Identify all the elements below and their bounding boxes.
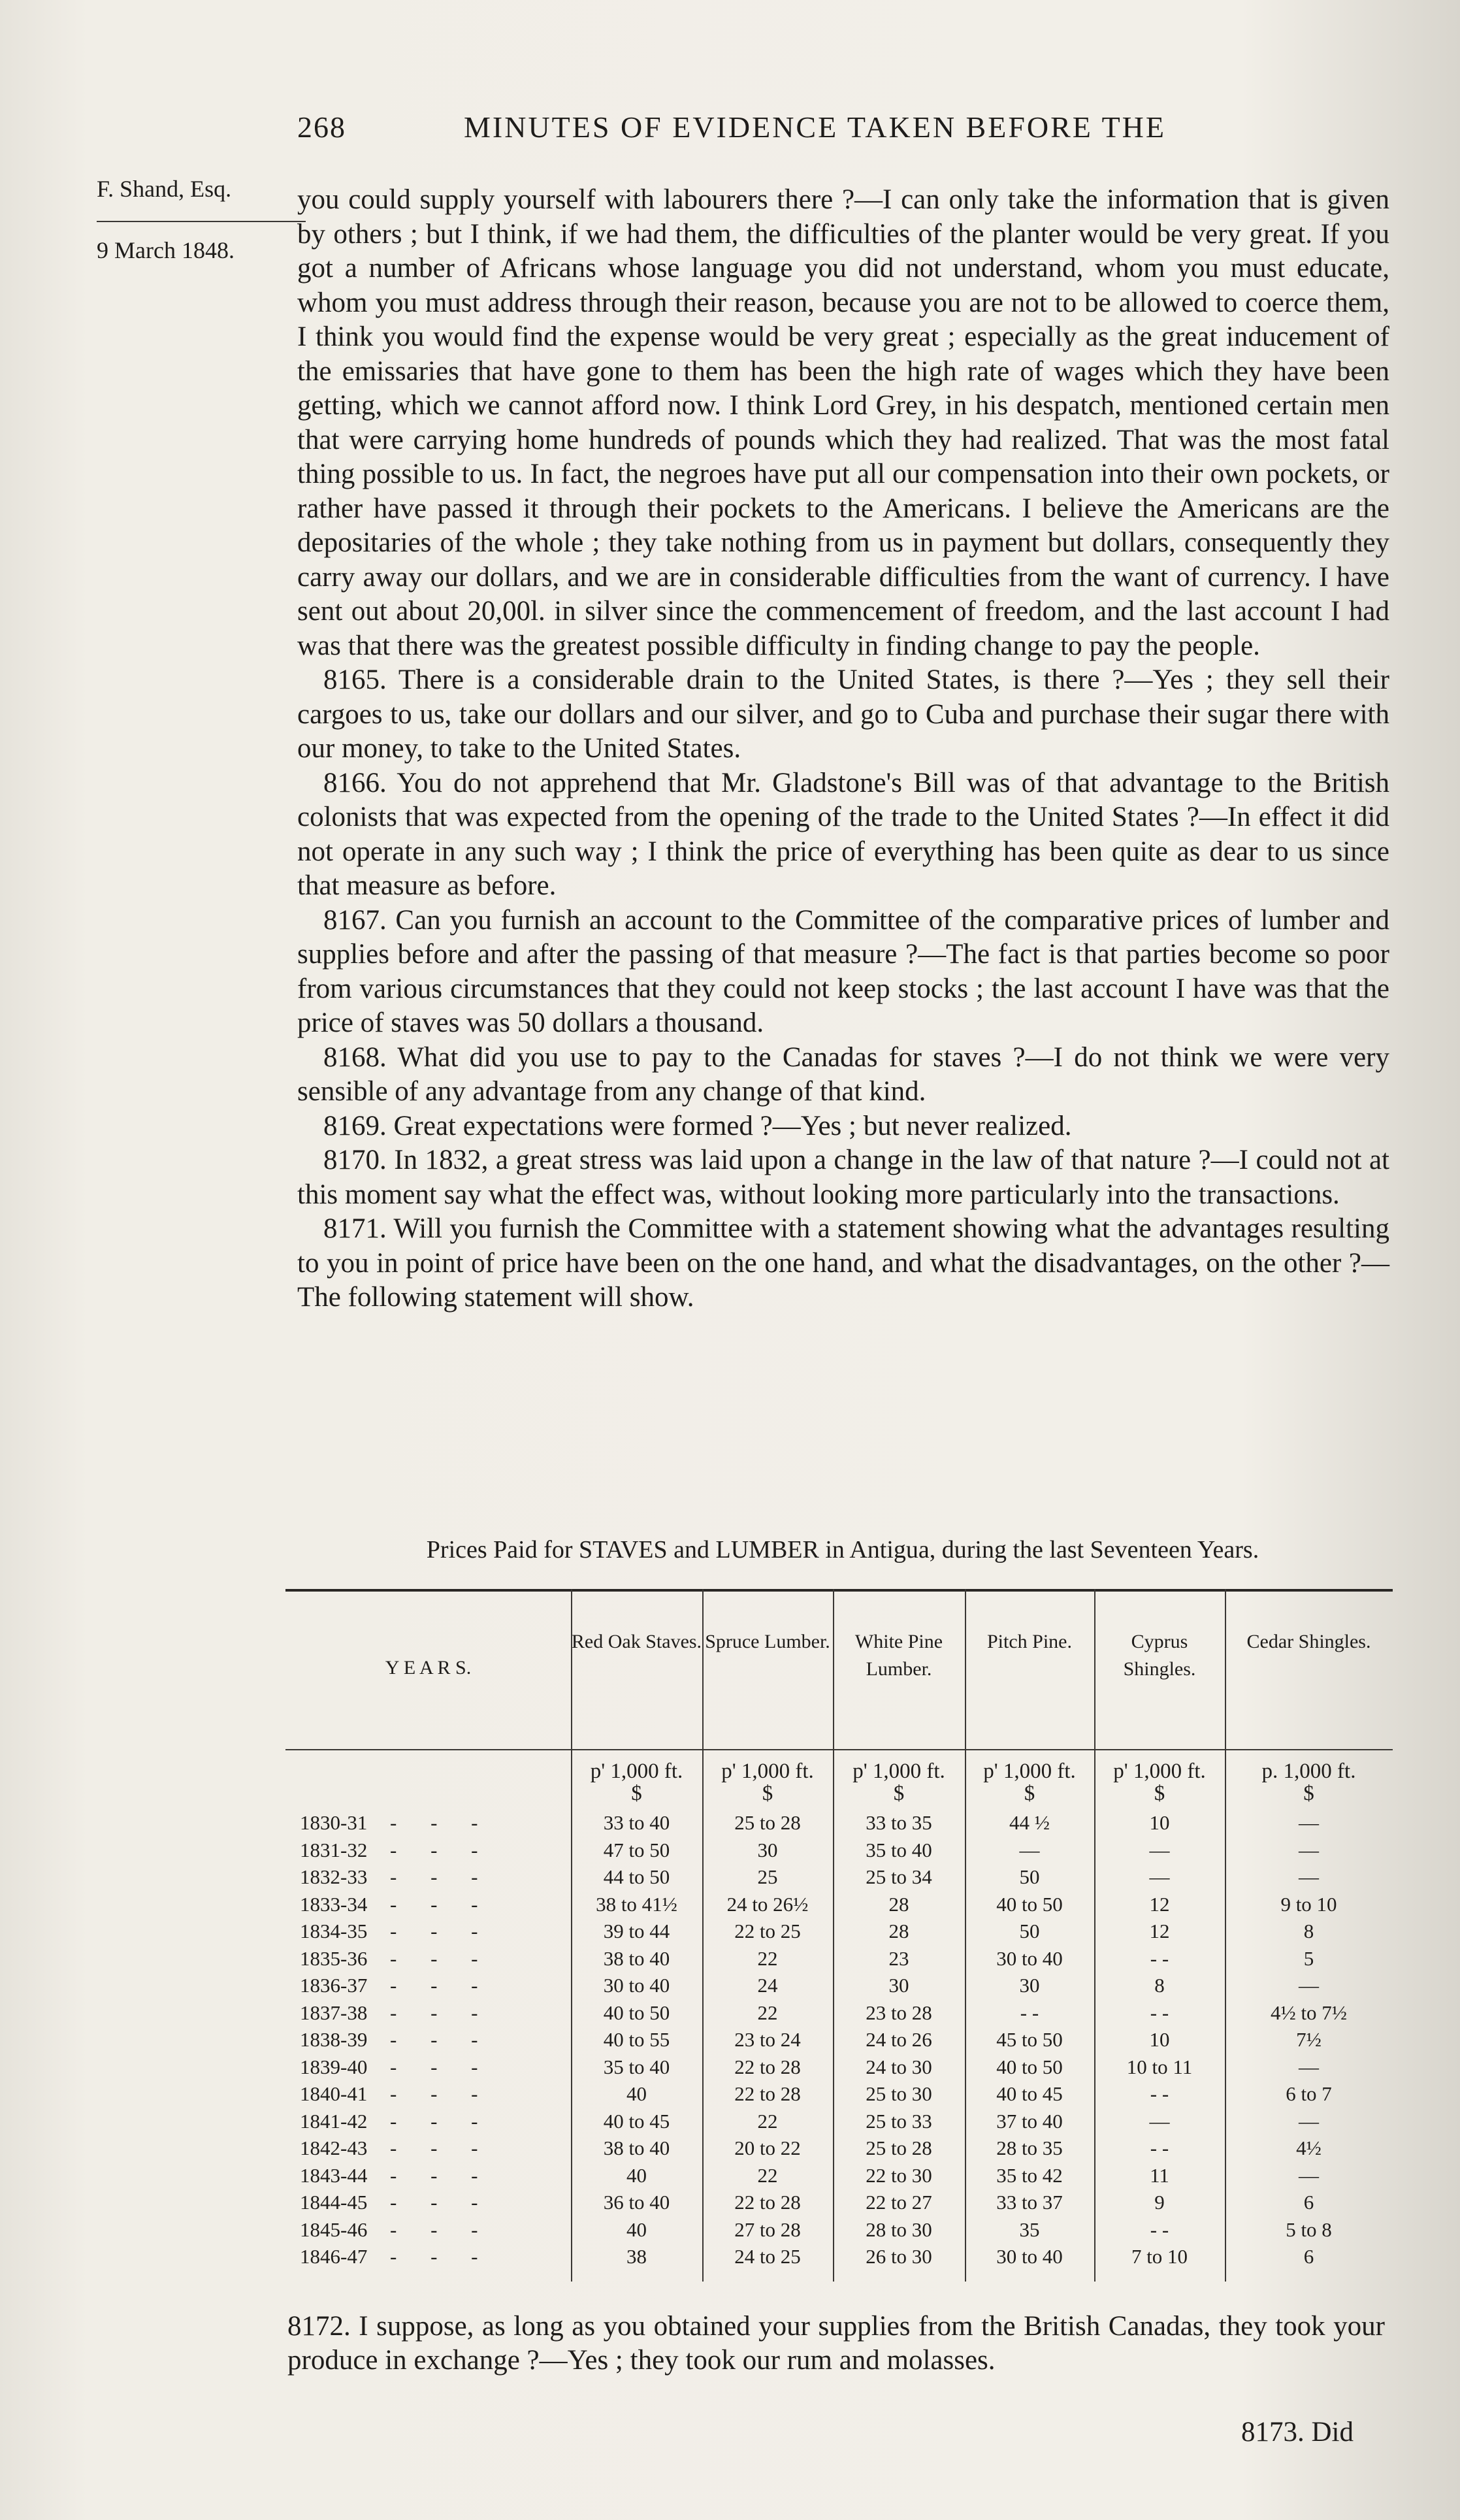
row-year: 1831-32 (300, 1838, 368, 1861)
table-cell: — (1299, 1838, 1319, 1861)
table-row (285, 1893, 1393, 1919)
table-cell: 35 (1019, 2217, 1040, 2241)
table-cell: 6 to 7 (1286, 2082, 1332, 2105)
table-cell: 33 to 35 (866, 1811, 932, 1834)
table-cell: 40 to 45 (603, 2109, 670, 2133)
margin-divider (97, 221, 306, 222)
table-cell: - - (1150, 2082, 1169, 2105)
table-cell: — (1149, 2109, 1170, 2133)
unit-label (1094, 1760, 1225, 1805)
table-cell: 23 (888, 1946, 909, 1970)
table-cell: 20 to 22 (734, 2136, 801, 2159)
table-cell: 40 to 55 (603, 2028, 670, 2051)
table-cell: 22 (757, 1946, 778, 1970)
table-caption: Prices Paid for STAVES and LUMBER in Antigua, during the last Seventeen Years. (426, 1536, 1259, 1563)
leader-dots: - - - (390, 2055, 493, 2078)
unit-text: p' 1,000 ft. (721, 1759, 814, 1783)
table-cell: 8 (1154, 1974, 1165, 1997)
row-year: 1833-34 (300, 1892, 368, 1916)
table-cell: 40 to 45 (996, 2082, 1063, 2105)
table-cell: 22 to 30 (866, 2163, 932, 2187)
table-cell: 22 to 28 (734, 2191, 801, 2214)
table-row (285, 1865, 1393, 1891)
catchword: 8173. Did (1241, 2417, 1354, 2447)
row-year: 1844-45 (300, 2191, 368, 2214)
table-cell: 40 (626, 2163, 647, 2187)
table-row (285, 2218, 1393, 2244)
row-year: 1835-36 (300, 1946, 368, 1970)
table-cell: 10 to 11 (1126, 2055, 1193, 2078)
table-cell: 10 (1149, 2028, 1170, 2051)
unit-label (965, 1760, 1094, 1805)
table-cell: 7½ (1296, 2028, 1322, 2051)
question-8170: 8170. In 1832, a great stress was laid upon a change in the law of that nature ?—I could not at this moment say what the effect was, without looking more particularly into the transactions. (297, 1145, 1389, 1210)
leader-dots: - - - (390, 2163, 493, 2187)
table-cell: 8 (1303, 1920, 1314, 1942)
leader-dots: - - - (390, 1865, 493, 1888)
question-8168: 8168. What did you use to pay to the Canadas for staves ?—I do not think we were very sensible of any advantage from any change of that kind. (297, 1041, 1389, 1107)
row-year: 1839-40 (300, 2055, 368, 2078)
table-row (285, 2082, 1393, 2108)
table-cell: 30 to 40 (996, 2245, 1063, 2268)
table-row (285, 2001, 1393, 2027)
table-cell: 22 to 28 (734, 2055, 801, 2078)
table-row (285, 2028, 1393, 2054)
table-cell: 45 to 50 (996, 2028, 1063, 2051)
table-cell: 23 to 24 (734, 2028, 801, 2051)
table-cell: 4½ (1296, 2136, 1322, 2159)
table-cell: 25 to 33 (866, 2109, 932, 2133)
table-cell: 37 to 40 (996, 2109, 1063, 2133)
paragraph: you could supply yourself with labourers there ?—I can only take the information that is given by others ; but I think, if we had them, the difficulties of the planter would be very great. If you got a number of Africans whose language you did not understand, whom you must educate, whom you must address through their reason, because you are not to be allowed to coerce them, I think you would find the expense would be very great ; especially as the great inducement of the emissaries that have gone to them has been the high rate of wages which they have been getting, which we cannot afford now. I think Lord Grey, in his despatch, mentioned certain men that were carrying home hundreds of pounds which they had realized. That was the most fatal thing possible to us. In fact, the negroes have put all our compensation into their own pockets, or rather have passed it through their pockets to the Americans. I believe the Americans are the depositaries of the whole ; they take nothing from us in payment but dollars, consequently they carry away our dollars, and we are in considerable difficulties from the want of currency. I have sent out about 20,00l. in silver since the commencement of freedom, and the last account I had was that there was the greatest possible difficulty in finding change to pay the people. (297, 184, 1389, 661)
table-cell: — (1299, 2163, 1319, 2187)
unit-text: p' 1,000 ft. (590, 1759, 683, 1783)
table-cell: 24 to 25 (734, 2245, 801, 2268)
table-cell: 22 to 28 (734, 2082, 801, 2105)
table-cell: 22 to 25 (734, 1920, 801, 1942)
table-cell: — (1149, 1838, 1170, 1861)
table-cell: 47 to 50 (603, 1838, 670, 1861)
table-cell: 40 to 50 (603, 2001, 670, 2024)
table-cell: — (1299, 1974, 1319, 1997)
leader-dots: - - - (390, 2136, 493, 2159)
table-cell: — (1299, 2109, 1319, 2133)
table-cell: 35 to 40 (866, 1838, 932, 1861)
table-cell: 38 to 41½ (596, 1892, 677, 1916)
leader-dots: - - - (390, 1892, 493, 1916)
unit-label (1225, 1760, 1393, 1805)
unit-label (571, 1760, 702, 1805)
column-header: Spruce Lumber. (705, 1631, 830, 1652)
table-row (285, 1974, 1393, 2000)
row-year: 1836-37 (300, 1974, 368, 1997)
table-row (285, 2164, 1393, 2190)
table-cell: 6 (1303, 2191, 1314, 2214)
table-cell: 24 to 26½ (726, 1892, 809, 1916)
table-cell: - - (1150, 1946, 1169, 1970)
table-cell: 5 to 8 (1286, 2217, 1332, 2241)
running-title: MINUTES OF EVIDENCE TAKEN BEFORE THE (464, 110, 1166, 144)
question-8167: 8167. Can you furnish an account to the Committee of the comparative prices of lumber and supplies before and after the passing of that measure ?—The fact is that parties become so poor from various circumstances that they could not keep stocks ; the last account I have was that the price of staves was 50 dollars a thousand. (297, 904, 1389, 1038)
currency-symbol: $ (631, 1782, 642, 1805)
row-year: 1845-46 (300, 2217, 368, 2241)
leader-dots: - - - (390, 2001, 493, 2024)
table-cell: 44 ½ (1009, 1811, 1050, 1834)
row-year: 1840-41 (300, 2082, 368, 2105)
table-cell: - - (1150, 2136, 1169, 2159)
table-row (285, 1811, 1393, 1837)
table-cell: — (1149, 1865, 1170, 1888)
leader-dots: - - - (390, 1838, 493, 1861)
table-cell: 30 (757, 1838, 778, 1861)
question-8169: 8169. Great expectations were formed ?—Yes ; but never realized. (323, 1110, 1072, 1141)
table-cell: 22 (757, 2163, 778, 2187)
leader-dots: - - - (390, 2245, 493, 2268)
table-cell: 28 to 30 (866, 2217, 932, 2241)
table-cell: 6 (1303, 2245, 1314, 2268)
table-cell: — (1299, 1811, 1319, 1834)
leader-dots: - - - (390, 2109, 493, 2133)
table-row (285, 2191, 1393, 2217)
currency-symbol: $ (1154, 1782, 1165, 1805)
table-cell: - - (1150, 2001, 1169, 2024)
table-cell: 50 (1019, 1865, 1040, 1888)
table-cell: 35 to 40 (603, 2055, 670, 2078)
table-cell: 7 to 10 (1131, 2245, 1188, 2268)
table-cell: 50 (1019, 1920, 1040, 1942)
question-8172: 8172. I suppose, as long as you obtained your supplies from the British Canadas, they took your produce in exchange ?—Yes ; they took our rum and molasses. (287, 2311, 1385, 2376)
leader-dots: - - - (390, 2191, 493, 2214)
table-cell: — (1299, 1865, 1319, 1888)
table-cell: 25 to 28 (734, 1811, 801, 1834)
table-cell: 25 to 28 (866, 2136, 932, 2159)
table-cell: 4½ to 7½ (1270, 2001, 1348, 2024)
unit-label (702, 1760, 833, 1805)
row-year: 1842-43 (300, 2136, 368, 2159)
table-cell: — (1299, 2055, 1319, 2078)
table-cell: 39 to 44 (603, 1920, 670, 1942)
unit-text: p' 1,000 ft. (983, 1759, 1076, 1783)
row-year: 1838-39 (300, 2028, 368, 2051)
unit-text: p' 1,000 ft. (852, 1759, 945, 1783)
table-cell: 38 (626, 2245, 647, 2268)
table-cell: 10 (1149, 1811, 1170, 1834)
table-cell: 33 to 37 (996, 2191, 1063, 2214)
table-row (285, 2136, 1393, 2163)
table-row (285, 1947, 1393, 1973)
table-cell: 24 to 30 (866, 2055, 932, 2078)
table-cell: 40 to 50 (996, 1892, 1063, 1916)
column-header: White Pine Lumber. (854, 1631, 943, 1680)
question-8165: 8165. There is a considerable drain to the United States, is there ?—Yes ; they sell their cargoes to us, take our dollars and our silver, and go to Cuba and purchase their sugar there with our money, to take to the United States. (297, 664, 1389, 764)
table-cell: 22 to 27 (866, 2191, 932, 2214)
table-cell: 28 (888, 1920, 909, 1942)
leader-dots: - - - (390, 1920, 493, 1942)
row-year: 1841-42 (300, 2109, 368, 2133)
question-8171: 8171. Will you furnish the Committee with a statement showing what the advantages resulting to you in point of price have been on the one hand, and what the disadvantages, on the other ?—The following statement will show. (297, 1213, 1389, 1313)
table-cell: 30 to 40 (603, 1974, 670, 1997)
table-cell: 23 to 28 (866, 2001, 932, 2024)
margin-date: 9 March 1848. (97, 237, 235, 263)
table-cell: 28 (888, 1892, 909, 1916)
table-cell: 12 (1149, 1892, 1170, 1916)
table-cell: 27 to 28 (734, 2217, 801, 2241)
row-year: 1830-31 (300, 1811, 368, 1834)
row-year: 1832-33 (300, 1865, 368, 1888)
table-header-rule (285, 1749, 1393, 1750)
table-cell: 40 (626, 2217, 647, 2241)
table-cell: 30 to 40 (996, 1946, 1063, 1970)
table-cell: 33 to 40 (603, 1811, 670, 1834)
currency-symbol: $ (893, 1782, 905, 1805)
table-cell: 22 (757, 2001, 778, 2024)
table-cell: 38 to 40 (603, 2136, 670, 2159)
table-cell: 22 (757, 2109, 778, 2133)
table-row (285, 2110, 1393, 2136)
page-number: 268 (297, 110, 346, 144)
currency-symbol: $ (1024, 1782, 1035, 1805)
leader-dots: - - - (390, 1946, 493, 1970)
column-header: Y E A R S. (385, 1657, 472, 1678)
table-cell: 12 (1149, 1920, 1170, 1942)
table-cell: 44 to 50 (603, 1865, 670, 1888)
unit-text: p. 1,000 ft. (1261, 1759, 1356, 1783)
currency-symbol: $ (1303, 1782, 1314, 1805)
leader-dots: - - - (390, 1974, 493, 1997)
unit-label (833, 1760, 965, 1805)
table-cell: 30 (1019, 1974, 1040, 1997)
column-header: Cedar Shingles. (1246, 1631, 1371, 1652)
table-cell: - - (1020, 2001, 1039, 2024)
table-cell: 40 (626, 2082, 647, 2105)
table-cell: 24 (757, 1974, 778, 1997)
table-row (285, 2245, 1393, 2271)
table-cell: 36 to 40 (603, 2191, 670, 2214)
column-header: Cyprus Shingles. (1123, 1631, 1196, 1680)
table-cell: 25 (757, 1865, 778, 1888)
leader-dots: - - - (390, 2217, 493, 2241)
column-header: Red Oak Staves. (571, 1631, 702, 1652)
table-cell: 35 to 42 (996, 2163, 1063, 2187)
table-cell: 9 to 10 (1280, 1892, 1337, 1916)
price-table (285, 1589, 1393, 2288)
table-cell: 30 (888, 1974, 909, 1997)
table-cell: 38 to 40 (603, 1946, 670, 1970)
table-cell: — (1019, 1838, 1040, 1861)
unit-text: p' 1,000 ft. (1113, 1759, 1206, 1783)
row-year: 1834-35 (300, 1920, 368, 1942)
margin-witness: F. Shand, Esq. (97, 176, 232, 202)
table-cell: 9 (1154, 2191, 1165, 2214)
table-row (285, 2055, 1393, 2082)
table-cell: 5 (1303, 1946, 1314, 1970)
row-year: 1837-38 (300, 2001, 368, 2024)
leader-dots: - - - (390, 1811, 493, 1834)
table-cell: 26 to 30 (866, 2245, 932, 2268)
table-cell: - - (1150, 2217, 1169, 2241)
leader-dots: - - - (390, 2028, 493, 2051)
table-cell: 28 to 35 (996, 2136, 1063, 2159)
row-year: 1846-47 (300, 2245, 368, 2268)
table-cell: 25 to 34 (866, 1865, 932, 1888)
table-top-rule (285, 1589, 1393, 1592)
question-8166: 8166. You do not apprehend that Mr. Gladstone's Bill was of that advantage to the British colonists that was expected from the opening of the trade to the United States ?—In effect it did not operate in any such way ; I think the price of everything has been quite as dear to us since that measure as before. (297, 767, 1389, 901)
table-row (285, 1839, 1393, 1865)
body-text (297, 183, 1389, 1315)
leader-dots: - - - (390, 2082, 493, 2105)
column-header: Pitch Pine. (986, 1631, 1072, 1652)
row-year: 1843-44 (300, 2163, 368, 2187)
currency-symbol: $ (762, 1782, 773, 1805)
table-cell: 11 (1150, 2163, 1169, 2187)
table-cell: 40 to 50 (996, 2055, 1063, 2078)
table-cell: 24 to 26 (866, 2028, 932, 2051)
table-cell: 25 to 30 (866, 2082, 932, 2105)
table-row (285, 1920, 1393, 1946)
